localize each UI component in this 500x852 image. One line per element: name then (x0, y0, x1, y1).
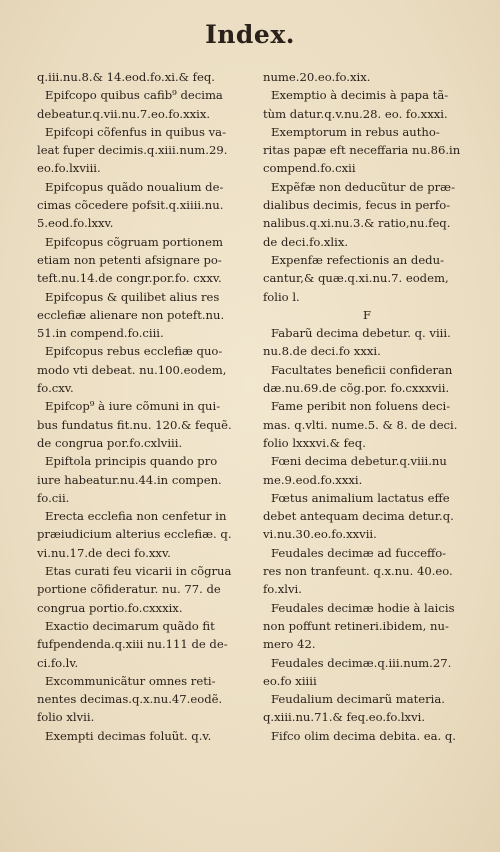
index-line: debet antequam decima detur.q. (263, 509, 454, 524)
index-line: Exemptio à decimis à papa tã- (271, 88, 449, 103)
index-line: portione cõfideratur. nu. 77. de (37, 582, 221, 597)
index-line: Epifcopo quibus cafib⁹ decima (45, 88, 223, 103)
index-line: fo.xlvi. (263, 582, 302, 597)
index-line: Feudalium decimarũ materia. (271, 692, 445, 707)
index-line: Excommunicãtur omnes reti- (45, 673, 216, 688)
index-line: ritas papæ eft neceffaria nu.86.in (263, 143, 461, 158)
index-line: de deci.fo.xlix. (263, 234, 349, 249)
index-line: Epifcopus & quilibet alius res (45, 289, 220, 304)
index-line: Fame peribit non foluens deci- (271, 399, 451, 414)
index-line: q.iii.nu.8.& 14.eod.fo.xi.& feq. (37, 70, 215, 84)
index-line: mas. q.vlti. nume.5. & 8. de deci. (263, 417, 458, 432)
index-line: modo vti debeat. nu.100.eodem, (37, 362, 227, 377)
index-line: dæ.nu.69.de cõg.por. fo.cxxxvii. (263, 381, 450, 396)
index-line: præiudicium alterius ecclefiæ. q. (37, 527, 232, 542)
index-column-right (263, 68, 471, 745)
index-line: Epifcopus quãdo noualium de- (45, 179, 224, 194)
index-line: q.xiii.nu.71.& feq.eo.fo.lxvi. (263, 710, 426, 725)
index-line: fo.cii. (37, 490, 70, 505)
index-line: ecclefiæ alienare non poteft.nu. (37, 307, 225, 322)
index-line: vi.nu.17.de deci fo.xxv. (37, 545, 171, 560)
index-line: mero 42. (263, 637, 316, 652)
index-line: folio l. (263, 289, 300, 304)
index-line: etiam non petenti afsignare po- (37, 252, 222, 267)
index-line: teft.nu.14.de congr.por.fo. cxxv. (37, 271, 222, 286)
index-line: Fabarũ decima debetur. q. viii. (271, 326, 451, 341)
page-title: Index. (205, 20, 295, 49)
index-line: Exempti decimas foluũt. q.v. (45, 728, 212, 743)
index-line: eo.fo xiiii (263, 673, 317, 688)
index-line: dialibus decimis, fecus in perfo- (263, 198, 451, 213)
index-line: Epifcop⁹ à iure cõmuni in qui- (45, 399, 221, 414)
index-column-left (37, 68, 247, 745)
index-line: res non tranfeunt. q.x.nu. 40.eo. (263, 564, 453, 579)
index-line: Fifco olim decima debita. ea. q. (271, 728, 456, 743)
index-line: Feudales decimæ ad fucceffo- (271, 545, 447, 560)
index-line: Epiftola principis quando pro (45, 454, 218, 469)
index-line: tùm datur.q.v.nu.28. eo. fo.xxxi. (263, 106, 448, 121)
index-line: ci.fo.lv. (37, 655, 79, 670)
index-line: Fœtus animalium lactatus effe (271, 490, 450, 505)
index-line: debeatur.q.vii.nu.7.eo.fo.xxix. (37, 106, 211, 121)
index-line: Facultates beneficii confideran (271, 362, 453, 377)
index-line: congrua portio.fo.cxxxix. (37, 600, 183, 615)
index-line: 51.in compend.fo.ciii. (37, 326, 164, 341)
index-line: Epifcopus rebus ecclefiæ quo- (45, 344, 223, 359)
index-line: Etas curati feu vicarii in cõgrua (45, 564, 232, 579)
index-line: Fœni decima debetur.q.viii.nu (271, 454, 447, 469)
index-line: folio xlvii. (37, 710, 95, 725)
index-line: Exactio decimarum quãdo fit (45, 618, 215, 633)
index-line: cimas cõcedere pofsit.q.xiiii.nu. (37, 198, 224, 213)
index-line: me.9.eod.fo.xxxi. (263, 472, 363, 487)
index-line: nentes decimas.q.x.nu.47.eodẽ. (37, 692, 223, 707)
index-line: Feudales decimæ.q.iii.num.27. (271, 655, 452, 670)
index-line: Expenfæ refectionis an dedu- (271, 252, 444, 267)
index-line: 5.eod.fo.lxxv. (37, 216, 114, 231)
index-line: nu.8.de deci.fo xxxi. (263, 344, 381, 359)
index-line: Expẽfæ non deducũtur de præ- (271, 179, 455, 194)
index-line: Erecta ecclefia non cenfetur in (45, 509, 227, 524)
index-line: vi.nu.30.eo.fo.xxvii. (263, 527, 377, 542)
index-line: nume.20.eo.fo.xix. (263, 70, 371, 84)
index-line: fo.cxv. (37, 381, 74, 396)
index-line: Exemptorum in rebus autho- (271, 124, 440, 139)
index-line: iure habeatur.nu.44.in compen. (37, 472, 222, 487)
section-letter: F (362, 307, 372, 322)
index-line: nalibus.q.xi.nu.3.& ratio,nu.feq. (263, 216, 451, 231)
index-line: de congrua por.fo.cxlviii. (37, 435, 183, 450)
index-line: fufpendenda.q.xiii nu.111 de de- (37, 637, 228, 652)
index-line: non poffunt retineri.ibidem, nu- (263, 618, 449, 633)
index-line: Epifcopi cõfenfus in quibus va- (45, 124, 227, 139)
index-line: Feudales decimæ hodie à laicis (271, 600, 455, 615)
index-line: bus fundatus fit.nu. 120.& fequẽ. (37, 417, 232, 432)
index-line: eo.fo.lxviii. (37, 161, 101, 176)
index-line: cantur,& quæ.q.xi.nu.7. eodem, (263, 271, 449, 286)
index-line: compend.fo.cxii (263, 161, 356, 176)
index-line: leat fuper decimis.q.xiii.num.29. (37, 143, 228, 158)
index-line: folio lxxxvi.& feq. (263, 435, 366, 450)
index-line: Epifcopus cõgruam portionem (45, 234, 223, 249)
